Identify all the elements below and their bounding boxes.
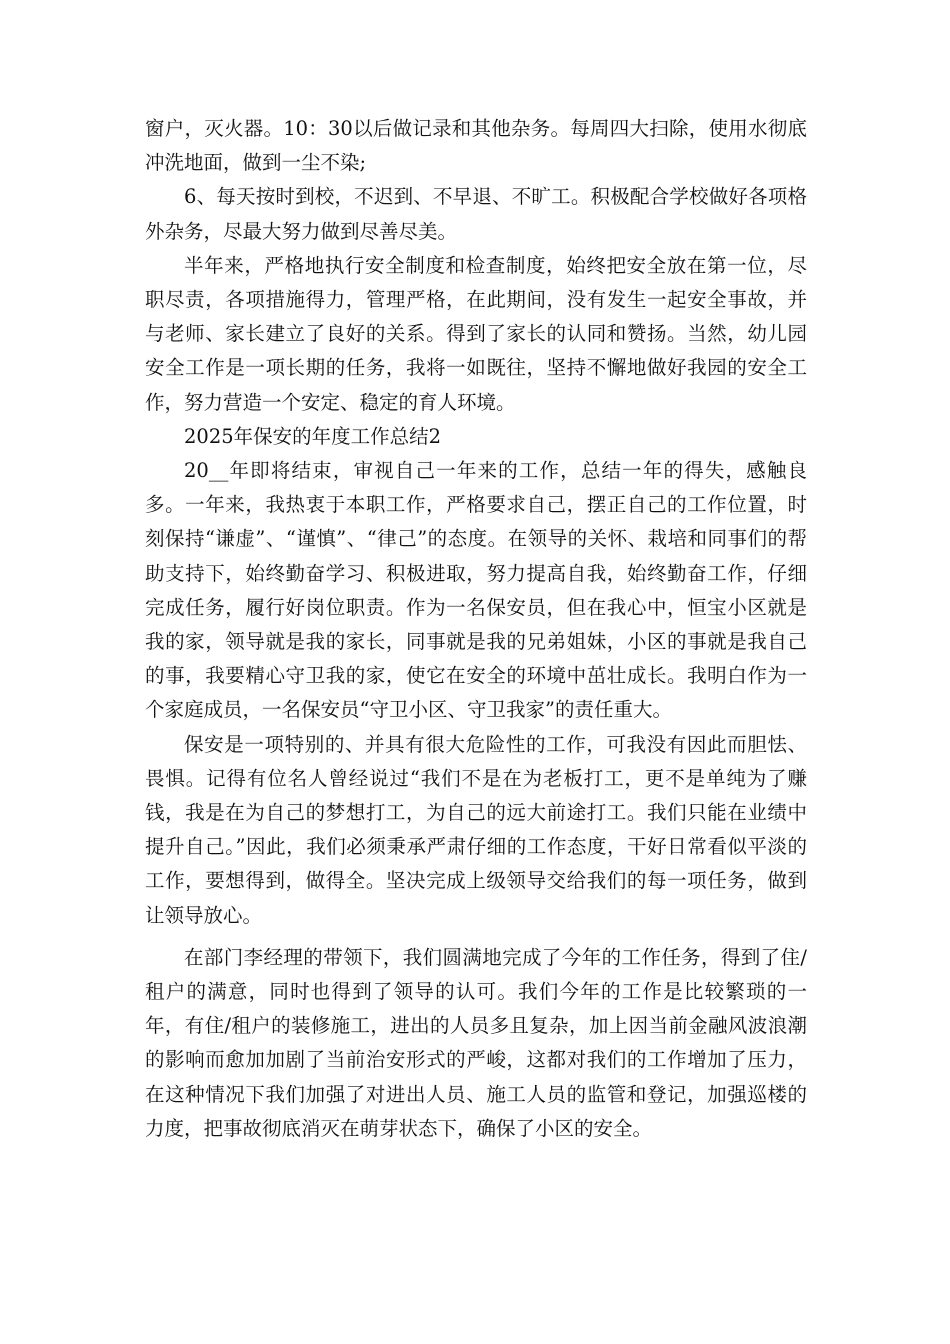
document-body [145, 112, 807, 1146]
paragraph-half-year-summary: 半年来，严格地执行安全制度和检查制度，始终把安全放在第一位，尽职尽责，各项措施得力，管理严格，在此期间，没有发生一起安全事故，并与老师、家长建立了良好的关系。得到了家长的认同和赞扬。当然，幼儿园安全工作是一项长期的任务，我将一如既往，坚持不懈地做好我园的安全工作，努力营造一个安定、稳定的育人环境。 [145, 253, 807, 414]
paragraph-attendance: 6、每天按时到校，不迟到、不早退、不旷工。积极配合学校做好各项格外杂务，尽最大努力做到尽善尽美。 [145, 185, 807, 243]
paragraph-year-review: 20__年即将结束，审视自己一年来的工作，总结一年的得失，感触良多。一年来，我热衷于本职工作，严格要求自己，摆正自己的工作位置，时刻保持“谦虚”、“谨慎”、“律己”的态度。在领导的关怀、栽培和同事们的帮助支持下，始终勤奋学习、积极进取，努力提高自我，始终勤奋工作，仔细完成任务，履行好岗位职责。作为一名保安员，但在我心中，恒宝小区就是我的家，领导就是我的家长，同事就是我的兄弟姐妹，小区的事就是我自己的事，我要精心守卫我的家，使它在安全的环境中茁壮成长。我明白作为一个家庭成员，一名保安员“守卫小区、守卫我家”的责任重大。 [145, 459, 807, 722]
paragraph-department-tasks: 在部门李经理的带领下，我们圆满地完成了今年的工作任务，得到了住/租户的满意，同时也得到了领导的认可。我们今年的工作是比较繁琐的一年，有住/租户的装修施工，进出的人员多且复杂，加上因当前金融风波浪潮的影响而愈加加剧了当前治安形式的严峻，这都对我们的工作增加了压力，在这种情况下我们加强了对进出人员、施工人员的监管和登记，加强巡楼的力度，把事故彻底消灭在萌芽状态下，确保了小区的安全。 [145, 945, 807, 1140]
section-heading: 2025年保安的年度工作总结2 [184, 424, 442, 448]
paragraph-security-work: 保安是一项特别的、并具有很大危险性的工作，可我没有因此而胆怯、畏惧。记得有位名人曾经说过“我们不是在为老板打工，更不是单纯为了赚钱，我是在为自己的梦想打工，为自己的远大前途打工。我们只能在业绩中提升自己。”因此，我们必须秉承严肃仔细的工作态度，干好日常看似平淡的工作，要想得到，做得全。坚决完成上级领导交给我们的每一项任务，做到让领导放心。 [145, 732, 807, 927]
paragraph-cleaning-duties: 窗户，灭火器。10：30以后做记录和其他杂务。每周四大扫除，使用水彻底冲洗地面，做到一尘不染; [145, 117, 807, 175]
